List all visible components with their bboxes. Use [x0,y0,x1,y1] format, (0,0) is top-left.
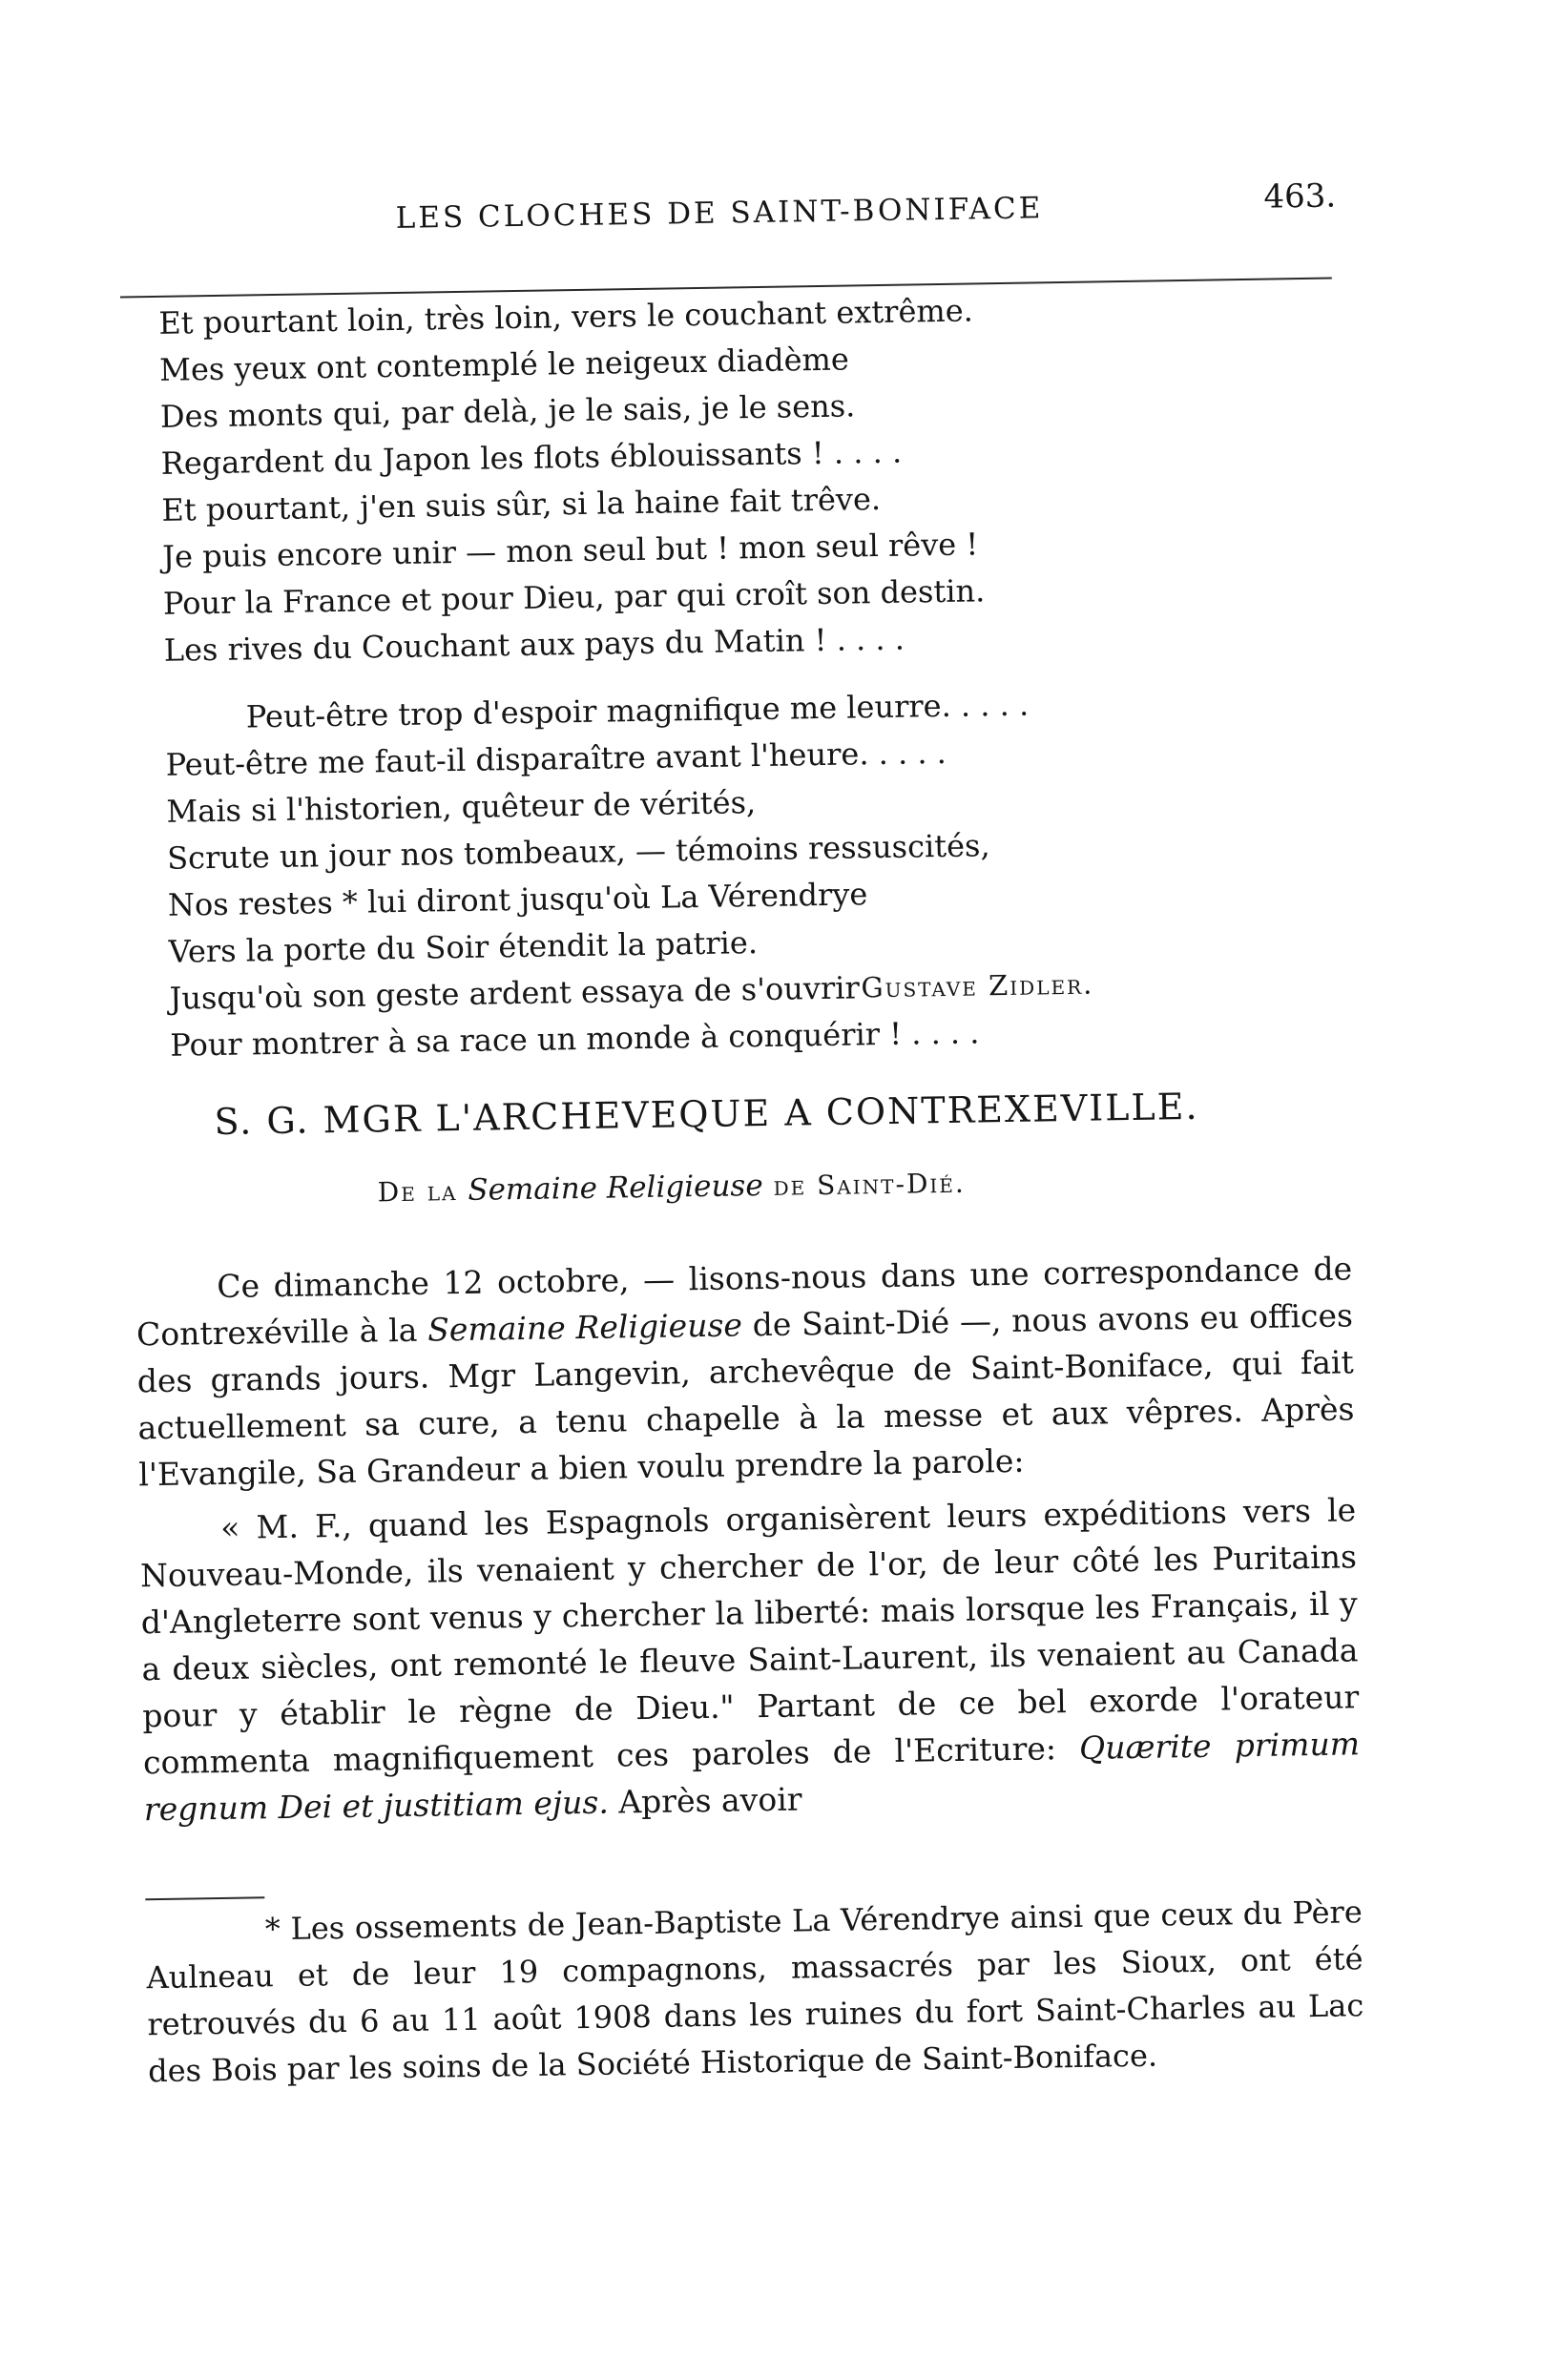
poem-line: Vers la porte du Soir étendit la patrie. [168,924,759,970]
article-title: S. G. MGR L'ARCHEVEQUE A CONTREXEVILLE. [214,1085,1199,1144]
paragraph [135,1245,1356,1498]
poem-line: Jusqu'où son geste ardent essaya de s'ouvrir [169,969,861,1017]
poem-line: Je puis encore unir — mon seul but ! mon seul rêve ! [161,526,979,575]
paragraph-text: « M. F., quand les Espagnols organisèrent leurs expéditions vers le Nouveau-Monde, ils venaient y chercher de l'or, de leur côté les Puritains d'Angleterre sont venus y chercher la liberté: mais lorsque les Français, il y a deux siècles, ont remonté le fleuve Saint-Laurent, ils venaient au Canada pour y établir le règne de Dieu." Partant de ce bel exorde l'orateur commenta magnifiquement ces paroles de l'Ecriture: [139,1491,1360,1782]
article-body [135,1245,1361,1840]
poem-line: Peut-être me faut-il disparaître avant l'heure. . . . . [165,734,947,783]
running-title: LES CLOCHES DE SAINT-BONIFACE [395,191,1044,236]
poem-line: Et pourtant loin, très loin, vers le couchant extrême. [158,292,974,341]
poem-line: Pour montrer à sa race un monde à conquérir ! . . . . [169,1014,980,1064]
subtitle-source: Semaine Religieuse [468,1169,763,1208]
paragraph-text: Ce dimanche 12 octobre, — lisons-nous dans une correspondance de Contrexéville à la [135,1250,1353,1354]
poem-line: Peut-être trop d'espoir magnifique me leurre. . . . . [245,686,1030,735]
footnote-rule [145,1896,264,1900]
article-subtitle [377,1166,966,1210]
latin-quote: Quærite primum regnum Dei et justitiam ejus. [143,1725,1361,1829]
poem-line: Les rives du Couchant aux pays du Matin ! . . . . [163,620,905,669]
paragraph [139,1486,1361,1832]
poem-line: Mes yeux ont contemplé le neigeux diadème [158,341,850,388]
poem-line: Mais si l'historien, quêteur de vérités, [166,784,757,830]
poem-stanza-2 [165,677,1316,1069]
poem-line: Nos restes * lui diront jusqu'où La Vérendrye [167,876,868,923]
paragraph-text: Après avoir [617,1780,802,1821]
poem [158,282,1316,1069]
poem-line: Des monts qui, par delà, je le sais, je le sens. [159,387,856,435]
page-number: 463. [1263,176,1337,217]
paragraph-text: de Saint-Dié —, nous avons eu offices des grands jours. Mgr Langevin, archevêque de Saint-Boniface, qui fait actuellement sa cure, a tenu chapelle à la messe et aux vêpres. Après l'Evangile, Sa Grandeur a bien voulu prendre la parole: [136,1296,1355,1494]
poem-line: Scrute un jour nos tombeaux, — témoins ressuscités, [166,827,990,877]
footnote [145,1889,1364,2095]
poem-line: Pour la France et pour Dieu, par qui croît son destin. [162,572,986,622]
poem-stanza-1 [158,282,1309,674]
footnote-text: * Les ossements de Jean-Baptiste La Vérendrye ainsi que ceux du Père Aulneau et de leur 19 compagnons, massacrés par les Sioux, ont été retrouvés du 6 au 11 août 1908 dans les ruines du fort Saint-Charles au Lac des Bois par les soins de la Société Historique de Saint-Boniface. [146,1894,1364,2090]
subtitle-suffix: de Saint-Dié. [773,1167,967,1202]
poem-signature: Gustave Zidler. [861,967,1094,1004]
italic-citation: Semaine Religieuse [427,1306,743,1349]
poem-line: Regardent du Japon les flots éblouissants ! . . . . [160,433,903,482]
subtitle-prefix: De la [377,1175,458,1209]
poem-line: Et pourtant, j'en suis sûr, si la haine fait trêve. [161,480,882,528]
